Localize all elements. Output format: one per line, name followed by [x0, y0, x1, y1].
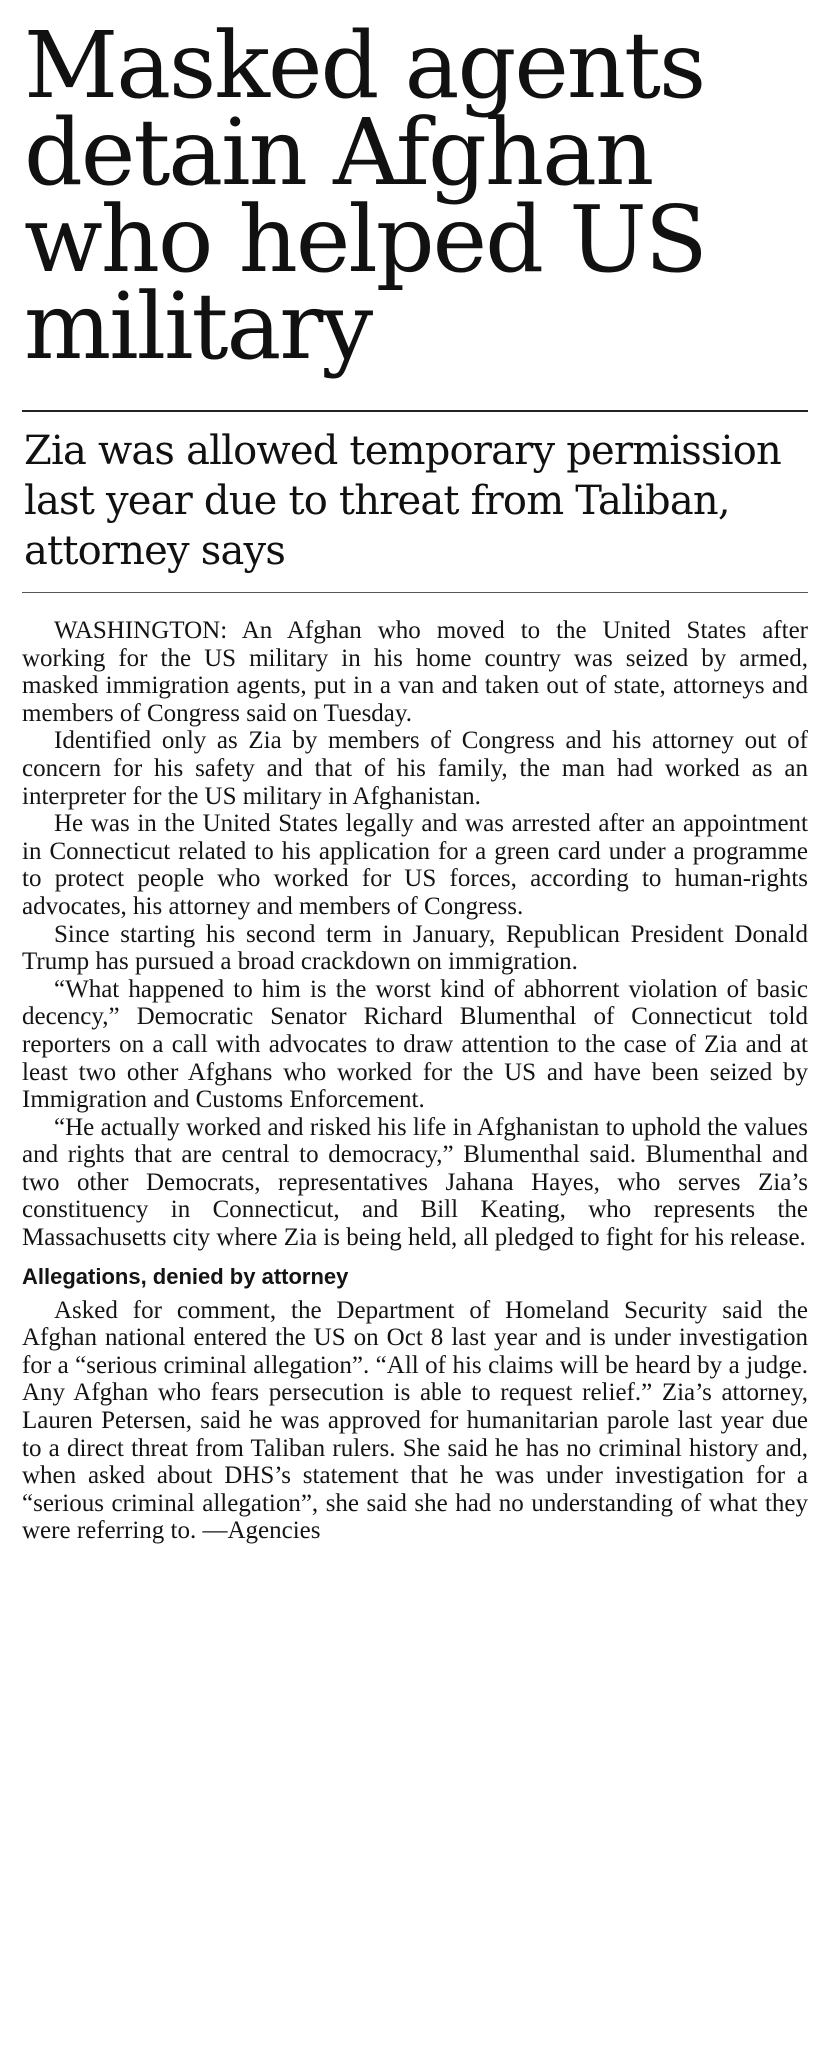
article-body [22, 617, 808, 1545]
subheadline: Zia was allowed temporary permission last year due to threat from Taliban, attorney says [24, 428, 782, 574]
subheadline-divider [22, 592, 808, 593]
section-crosshead: Allegations, denied by attorney [22, 1263, 349, 1289]
body-paragraph: WASHINGTON: An Afghan who moved to the United States after working for the US military in his home country was seized by armed, masked immigration agents, put in a van and taken out of state, attorneys and members of Congress said on Tuesday. [22, 617, 808, 727]
headline-divider [22, 410, 808, 412]
news-article [22, 12, 808, 1545]
body-paragraph: “He actually worked and risked his life in Afghanistan to uphold the values and rights that are central to democracy,” Blumenthal said. Blumenthal and two other Democrats, representatives Jahana Hayes, who serves Zia’s constituency in Connecticut, and Bill Keating, who represents the Massachusetts city where Zia is being held, all pledged to fight for his release. [22, 1113, 808, 1252]
body-paragraph: Identified only as Zia by members of Congress and his attorney out of concern for his safety and that of his family, the man had worked as an interpreter for the US military in Afghanistan. [22, 727, 808, 810]
body-paragraph: Asked for comment, the Department of Homeland Security said the Afghan national entered the US on Oct 8 last year and is under investigation for a “serious criminal allegation”. “All of his claims will be heard by a judge. Any Afghan who fears persecution is able to request relief.” Zia’s attorney, Lauren Petersen, said he was approved for humanitarian parole last year due to a direct threat from Taliban rulers. She said he has no criminal history and, when asked about DHS’s statement that he was under investigation for a “serious criminal allegation”, she said she had no understanding of what they were referring to. —Agencies [22, 1296, 808, 1545]
headline: Masked agents detain Afghan who helped US military [24, 12, 706, 380]
body-paragraph: “What happened to him is the worst kind of abhorrent violation of basic decency,” Democratic Senator Richard Blumenthal of Connecticut told reporters on a call with advocates to draw attention to the case of Zia and at least two other Afghans who worked for the US and have been seized by Immigration and Customs Enforcement. [22, 975, 808, 1114]
body-paragraph: Since starting his second term in January, Republican President Donald Trump has pursued a broad crackdown on immigration. [22, 920, 808, 976]
body-paragraph: He was in the United States legally and was arrested after an appointment in Connecticut related to his application for a green card under a programme to protect people who worked for US forces, according to human-rights advocates, his attorney and members of Congress. [22, 810, 808, 920]
